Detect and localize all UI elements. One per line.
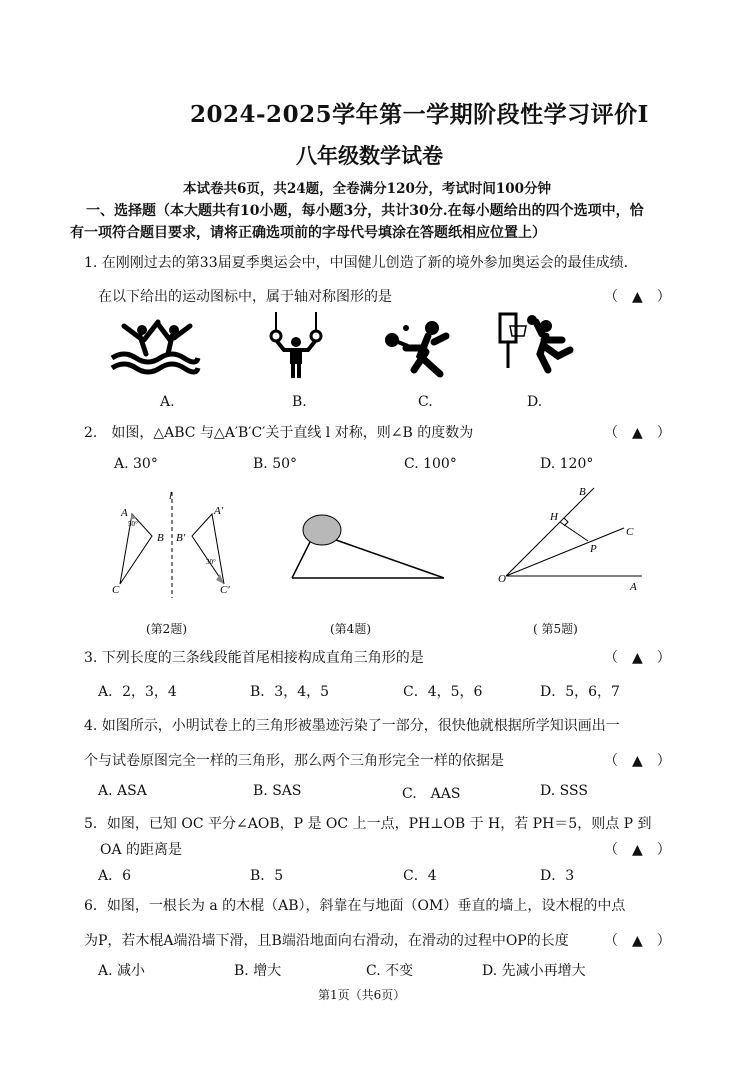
q6-line2: 为P，若木棍A端沿墙下滑，且B端沿地面向右滑动，在滑动的过程中OP的长度	[84, 933, 569, 949]
label-a: A	[630, 581, 637, 593]
q5-answer-paren: （ ▲ ）	[604, 842, 671, 858]
q5-option-a[interactable]: A．6	[98, 868, 132, 884]
label-b: B	[579, 486, 586, 498]
q2-line1: 2. 如图，△ABC 与△A′B′C′关于直线 l 对称，则∠B 的度数为	[84, 425, 474, 441]
q3-answer-paren: （ ▲ ）	[604, 650, 671, 666]
q3-option-b[interactable]: B．3，4，5	[250, 684, 330, 700]
figure-4-diagram	[288, 512, 448, 582]
label-a: A	[121, 507, 128, 519]
q6-line1: 6．如图，一根长为 a 的木棍（AB），斜靠在与地面（OM）垂直的墙上，设木棍的中点	[84, 898, 626, 914]
q1-option-b[interactable]: B.	[292, 394, 307, 410]
q3-option-c[interactable]: C．4，5，6	[403, 684, 483, 700]
q6-option-a[interactable]: A. 减小	[98, 963, 146, 979]
q2-option-a[interactable]: A. 30°	[114, 456, 158, 472]
exam-subtitle: 八年级数学试卷	[296, 143, 443, 168]
exam-info: 本试卷共6页，共24题，全卷满分120分，考试时间100分钟	[183, 181, 552, 197]
gymnastics-rings-icon	[266, 312, 326, 378]
label-c: C	[112, 584, 120, 596]
q6-option-c[interactable]: C. 不变	[366, 963, 414, 979]
ink-blot	[303, 515, 341, 545]
q5-option-b[interactable]: B．5	[250, 868, 284, 884]
q1-line2: 在以下给出的运动图标中，属于轴对称图形的是	[98, 289, 392, 305]
q4-option-a[interactable]: A. ASA	[98, 783, 147, 799]
label-50deg: 50°	[128, 520, 138, 528]
label-l: l	[169, 490, 173, 502]
q4-line2: 个与试卷原图完全一样的三角形，那么两个三角形完全一样的依据是	[84, 753, 504, 769]
section1-line2: 有一项符合题目要求，请将正确选项前的字母代号填涂在答题纸相应位置上）	[70, 225, 546, 241]
synchronized-swimming-icon	[110, 318, 200, 378]
q1-option-a[interactable]: A.	[160, 394, 175, 410]
q2-option-c[interactable]: C. 100°	[404, 456, 457, 472]
label-p: P	[590, 543, 597, 555]
q5-line2: OA 的距离是	[100, 842, 183, 858]
triangle-a1b1c1	[192, 514, 224, 584]
fig5-caption: ( 第5题)	[533, 622, 578, 636]
fig2-caption: (第2题)	[146, 622, 187, 636]
q1-line1: 1. 在刚刚过去的第33届夏季奥运会中，中国健儿创造了新的境外参加奥运会的最佳成绩.	[84, 255, 629, 271]
q3-option-d[interactable]: D．5，6，7	[540, 684, 620, 700]
q2-option-d[interactable]: D. 120°	[540, 456, 594, 472]
q6-answer-paren: （ ▲ ）	[604, 933, 671, 949]
q5-line1: 5．如图，已知 OC 平分∠AOB，P 是 OC 上一点，PH⊥OB 于 H，若 PH＝5，则点 P 到	[84, 816, 652, 832]
q5-option-c[interactable]: C．4	[403, 868, 437, 884]
table-tennis-icon	[384, 318, 464, 378]
q4-option-c[interactable]: C. AAS	[402, 786, 461, 802]
label-b: B	[157, 532, 164, 544]
q3-line1: 3. 下列长度的三条线段能首尾相接构成直角三角形的是	[84, 650, 424, 666]
q6-option-b[interactable]: B. 增大	[234, 963, 282, 979]
label-b-prime: B′	[176, 532, 186, 544]
q1-answer-paren: （ ▲ ）	[604, 289, 671, 305]
q4-option-d[interactable]: D. SSS	[540, 783, 588, 799]
label-o: O	[498, 573, 506, 585]
label-c-prime: C′	[220, 584, 230, 596]
basketball-icon	[498, 312, 578, 372]
label-a-prime: A′	[214, 505, 224, 517]
q6-option-d[interactable]: D. 先减小再增大	[482, 963, 586, 979]
label-c: C	[626, 526, 634, 538]
fig4-caption: (第4题)	[330, 622, 371, 636]
q5-option-d[interactable]: D．3	[540, 868, 575, 884]
figure-5-diagram	[494, 484, 644, 594]
q2-option-b[interactable]: B. 50°	[253, 456, 298, 472]
q4-option-b[interactable]: B. SAS	[253, 783, 302, 799]
exam-title: 2024-2025学年第一学期阶段性学习评价Ⅰ	[190, 101, 649, 128]
q3-option-a[interactable]: A．2，3，4	[98, 684, 177, 700]
q1-option-c[interactable]: C.	[418, 394, 433, 410]
q2-answer-paren: （ ▲ ）	[604, 425, 671, 441]
label-30deg: 30°	[206, 558, 216, 566]
q4-line1: 4. 如图所示，小明试卷上的三角形被墨迹污染了一部分，很快他就根据所学知识画出一	[84, 718, 620, 734]
label-h: H	[550, 511, 558, 523]
section1-line1: 一、选择题（本大题共有10小题，每小题3分，共计30分.在每小题给出的四个选项中，恰	[86, 203, 644, 219]
page-footer: 第1页（共6页）	[318, 988, 406, 1002]
q4-answer-paren: （ ▲ ）	[604, 753, 671, 769]
figure-2-diagram	[108, 490, 248, 600]
q1-option-d[interactable]: D.	[527, 394, 543, 410]
